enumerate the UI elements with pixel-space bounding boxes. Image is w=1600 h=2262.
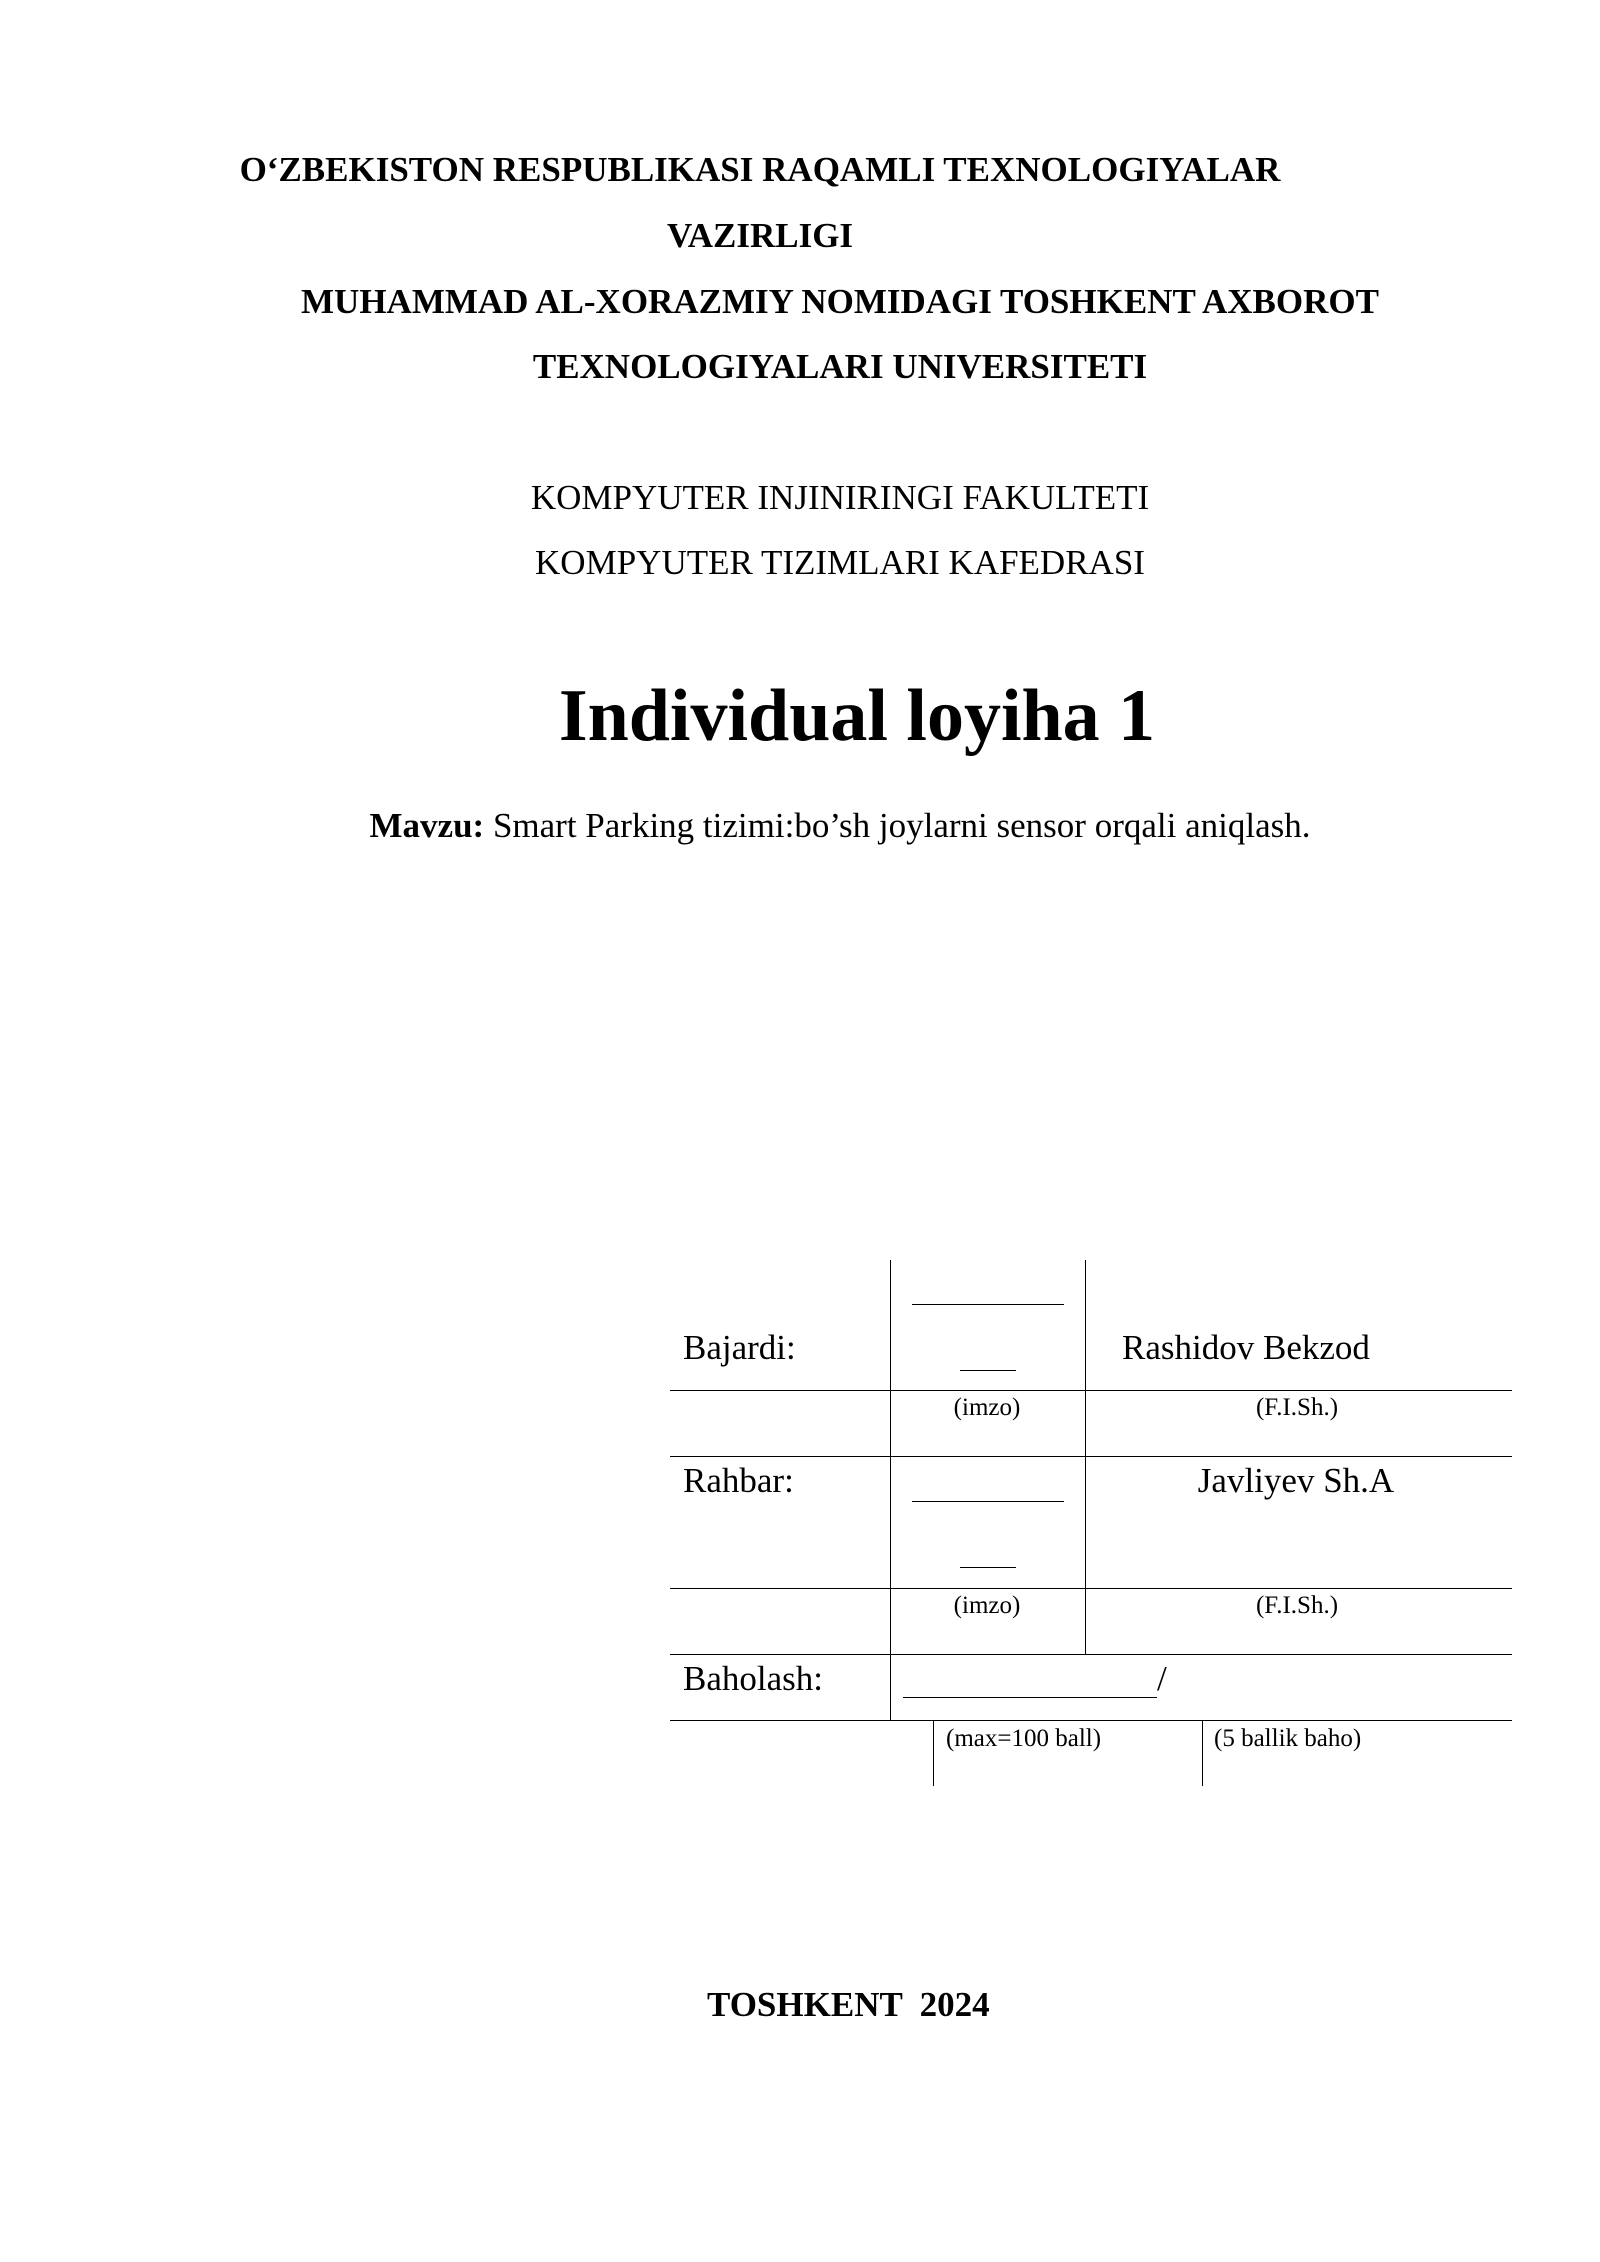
performer-signature-blank xyxy=(912,1304,1064,1305)
supervisor-name-caption: (F.I.Sh.) xyxy=(1255,1592,1339,1619)
table-col-divider-1 xyxy=(890,1260,891,1720)
performer-name-caption: (F.I.Sh.) xyxy=(1255,1394,1339,1421)
caption-divider-2 xyxy=(1202,1720,1203,1786)
topic-text: Smart Parking tizimi:bo’sh joylarni sensor orqali aniqlash. xyxy=(492,806,1311,845)
performer-label: Bajardi: xyxy=(683,1328,796,1367)
city-year: TOSHKENT 2024 xyxy=(707,1985,990,2024)
score-blank xyxy=(903,1697,1157,1698)
university-name-line1: MUHAMMAD AL-XORAZMIY NOMIDAGI TOSHKENT AXBOROT xyxy=(301,282,1379,321)
caption-divider-1 xyxy=(933,1720,934,1786)
grading-label: Baholash: xyxy=(683,1659,823,1698)
table-row-line-5 xyxy=(670,1720,1512,1721)
supervisor-signature-blank xyxy=(912,1501,1064,1502)
ministry-name-line2: VAZIRLIGI xyxy=(666,216,854,255)
university-name-line2: TEXNOLOGIYALARI UNIVERSITETI xyxy=(532,347,1148,386)
document-title: Individual loyiha 1 xyxy=(558,675,1156,757)
topic-label: Mavzu: xyxy=(369,806,485,845)
grade-caption: (5 ballik baho) xyxy=(1214,1725,1362,1752)
department-name: KOMPYUTER TIZIMLARI KAFEDRASI xyxy=(535,543,1145,582)
grading-separator: / xyxy=(1157,1659,1167,1698)
performer-name: Rashidov Bekzod xyxy=(1122,1328,1370,1367)
supervisor-signature-blank-tail xyxy=(960,1567,1016,1568)
performer-signature-caption: (imzo) xyxy=(953,1394,1021,1421)
table-row-line-3 xyxy=(670,1588,1512,1589)
supervisor-signature-caption: (imzo) xyxy=(953,1592,1021,1619)
table-col-divider-2 xyxy=(1085,1260,1086,1655)
topic-line xyxy=(40,806,1600,846)
supervisor-name: Javliyev Sh.A xyxy=(1197,1461,1395,1500)
supervisor-label: Rahbar: xyxy=(683,1461,794,1500)
score-caption: (max=100 ball) xyxy=(946,1725,1102,1752)
faculty-name: KOMPYUTER INJINIRINGI FAKULTETI xyxy=(530,478,1150,517)
table-row-line-2 xyxy=(670,1456,1512,1457)
table-row-line-4 xyxy=(670,1654,1512,1655)
table-row-line-1 xyxy=(670,1390,1512,1391)
ministry-name-line1: O‘ZBEKISTON RESPUBLIKASI RAQAMLI TEXNOLOGIYALAR xyxy=(239,150,1281,189)
performer-signature-blank-tail xyxy=(960,1370,1016,1371)
